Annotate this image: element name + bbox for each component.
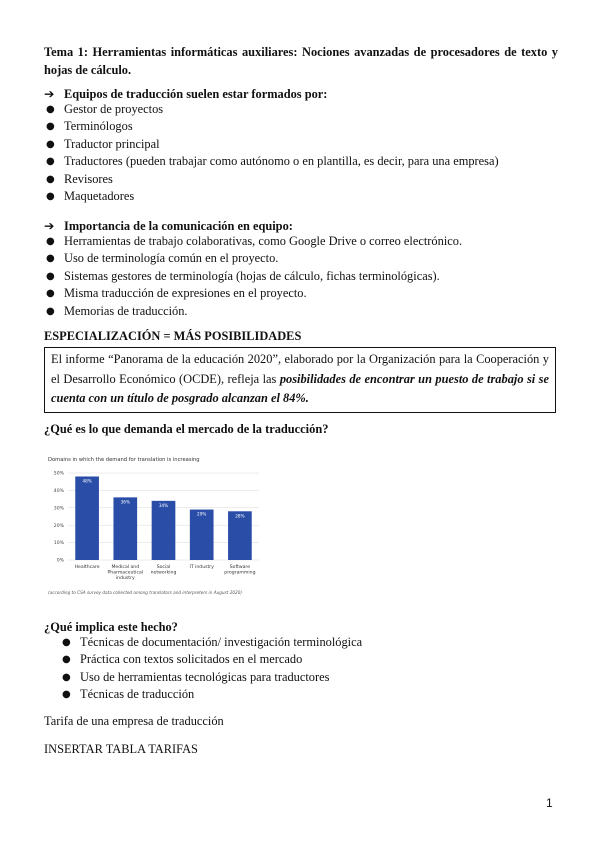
section-heading-teams xyxy=(44,86,327,102)
list-item: ● Terminólogos xyxy=(44,118,564,135)
bar-data-label: 36% xyxy=(120,499,130,505)
chart-bar xyxy=(113,497,137,560)
bullet-icon: ● xyxy=(46,121,55,133)
chart-bar xyxy=(152,501,176,560)
list-item: ● Revisores xyxy=(44,171,564,188)
list-item: ● Uso de herramientas tecnológicas para traductores xyxy=(60,669,560,686)
list-item: ● Herramientas de trabajo colaborativas, como Google Drive o correo electrónico. xyxy=(44,233,564,250)
bar-data-label: 48% xyxy=(82,478,92,484)
x-category-label: IT industry xyxy=(189,565,214,570)
y-tick-label: 30% xyxy=(53,506,64,512)
bullet-icon: ● xyxy=(46,156,55,168)
demand-bar-chart xyxy=(44,448,264,598)
arrow-icon: ➔ xyxy=(44,86,55,101)
section-heading-label: Equipos de traducción suelen estar formados por: xyxy=(64,87,328,101)
x-category-label: Social networking xyxy=(150,565,177,576)
list-item: ● Memorias de traducción. xyxy=(44,303,564,320)
bullet-icon: ● xyxy=(46,190,55,202)
bullet-icon: ● xyxy=(62,654,71,666)
chart-bar xyxy=(190,510,214,560)
report-box xyxy=(44,347,556,413)
communication-list xyxy=(44,233,564,320)
list-item: ● Sistemas gestores de terminología (hojas de cálculo, fichas terminológicas). xyxy=(44,268,564,285)
section-heading-label: Importancia de la comunicación en equipo: xyxy=(64,219,293,233)
bullet-icon: ● xyxy=(46,288,55,300)
list-item: ● Uso de terminología común en el proyecto. xyxy=(44,250,564,267)
chart-title: Domains in which the demand for translation is increasing xyxy=(48,457,200,463)
rate-text: Tarifa de una empresa de traducción xyxy=(44,714,224,728)
list-item: ● Traductor principal xyxy=(44,136,564,153)
list-item: ● Técnicas de documentación/ investigación terminológica xyxy=(60,634,560,651)
report-emphasis: posibilidades de encontrar un puesto de trabajo si se cuenta con un título de posgrado alcanzan el 84%. xyxy=(51,371,549,405)
bullet-icon: ● xyxy=(46,270,55,282)
bar-data-label: 34% xyxy=(158,502,169,508)
insert-table-placeholder: INSERTAR TABLA TARIFAS xyxy=(44,742,198,756)
arrow-icon: ➔ xyxy=(44,218,55,233)
implication-list xyxy=(60,634,560,704)
bullet-icon: ● xyxy=(46,253,55,265)
bullet-icon: ● xyxy=(46,236,55,247)
bullet-icon: ● xyxy=(46,305,55,317)
bar-data-label: 28% xyxy=(235,513,245,519)
list-item: ● Maquetadores xyxy=(44,188,564,205)
chart-bar xyxy=(75,476,99,560)
market-question: ¿Qué es lo que demanda el mercado de la traducción? xyxy=(44,422,329,436)
chart-y-ticks xyxy=(54,471,65,564)
team-roles-list xyxy=(44,101,564,205)
section-heading-communication xyxy=(44,218,293,234)
y-tick-label: 20% xyxy=(53,523,64,529)
bullet-icon: ● xyxy=(62,637,71,648)
specialization-heading: ESPECIALIZACIÓN = MÁS POSIBILIDADES xyxy=(44,329,302,343)
y-tick-label: 0% xyxy=(56,558,64,564)
list-item: ● Práctica con textos solicitados en el mercado xyxy=(60,651,560,668)
chart-caption: (according to CSA survey data collected among translators and interpreters in August 2020) xyxy=(48,590,242,595)
list-item: ● Traductores (pueden trabajar como autónomo o en plantilla, es decir, para una empresa) xyxy=(44,153,564,170)
bullet-icon: ● xyxy=(46,173,55,185)
chart-bar xyxy=(228,511,252,560)
bar-data-label: 29% xyxy=(197,511,207,517)
y-tick-label: 40% xyxy=(53,489,64,494)
implication-heading: ¿Qué implica este hecho? xyxy=(44,620,178,634)
bullet-icon: ● xyxy=(62,689,71,701)
x-category-label: Software programming xyxy=(224,565,256,576)
y-tick-label: 10% xyxy=(53,541,64,547)
list-item: ● Gestor de proyectos xyxy=(44,101,564,118)
x-category-label: Medical and Pharmaceutical industry xyxy=(107,565,144,582)
page-title: Tema 1: Herramientas informáticas auxiliares: Nociones avanzadas de procesadores de texto y hojas de cálculo. xyxy=(44,45,558,77)
page-number: 1 xyxy=(546,796,553,810)
list-item: ● Misma traducción de expresiones en el proyecto. xyxy=(44,285,564,302)
report-text: El informe “Panorama de la educación 2020”, elaborado por la Organización para la Cooperación y el Desarrollo Económico (OCDE), refleja las xyxy=(51,352,549,386)
y-tick-label: 50% xyxy=(53,471,64,477)
chart-bars xyxy=(75,476,251,560)
bullet-icon: ● xyxy=(62,671,71,683)
bullet-icon: ● xyxy=(46,138,55,150)
x-category-label: Healthcare xyxy=(74,565,100,570)
bullet-icon: ● xyxy=(46,104,55,115)
chart-x-labels xyxy=(75,564,256,581)
list-item: ● Técnicas de traducción xyxy=(60,686,560,703)
